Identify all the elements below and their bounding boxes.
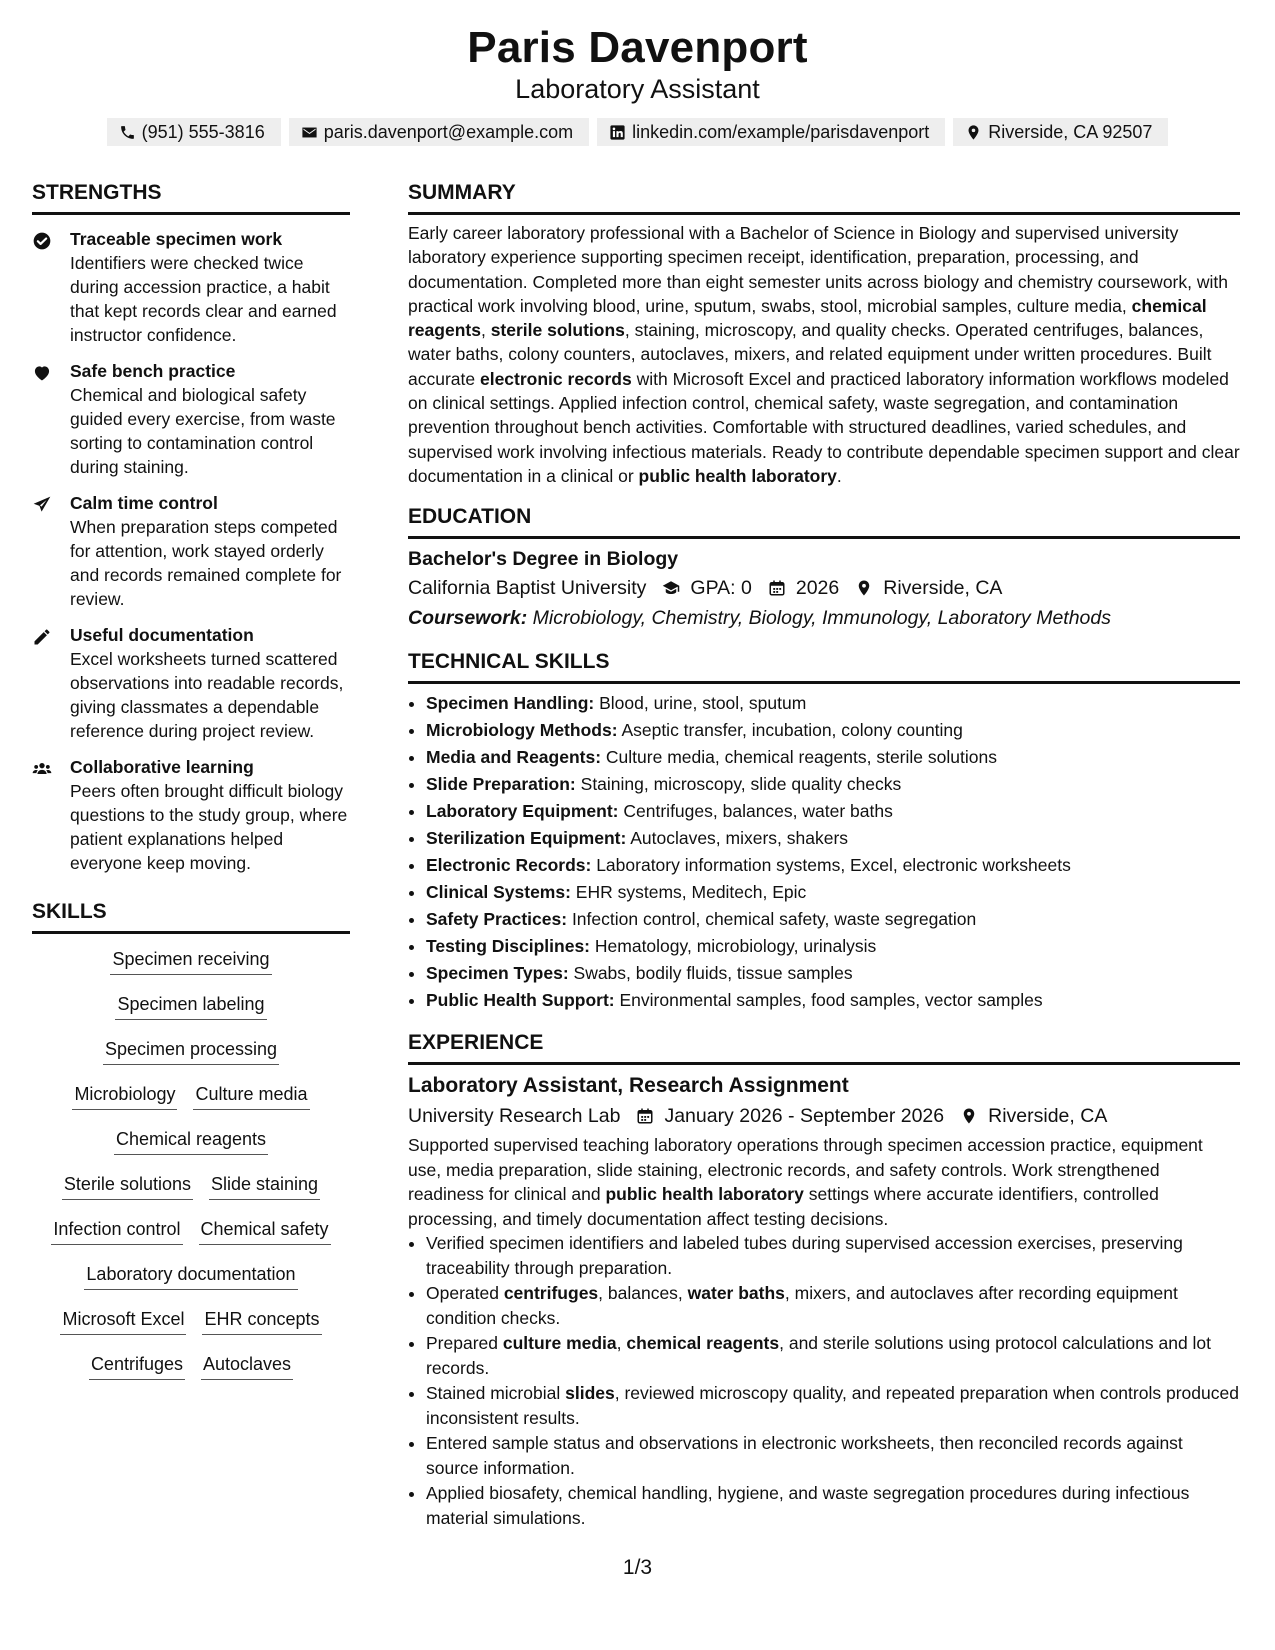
resume-header [0,0,1275,146]
list-item: • Slide Preparation: Staining, microscopy, slide quality checks [426,771,1240,798]
strength-desc: Identifiers were checked twice during accession practice, a habit that kept records clear and earned instructor confidence. [70,253,337,345]
list-item: • Microbiology Methods: Aseptic transfer, incubation, colony counting [426,717,1240,744]
pencil-icon [32,627,52,647]
candidate-name: Paris Davenport [467,23,808,72]
paper-plane-icon [32,495,52,515]
phone-text: (951) 555-3816 [141,122,265,142]
skill-tag: Chemical safety [199,1216,331,1245]
job-meta [408,1101,1240,1131]
coursework-line: Coursework: Microbiology, Chemistry, Biology, Immunology, Laboratory Methods [408,607,1111,630]
right-column [408,178,1240,1531]
strength-item [32,755,350,875]
job-description: Supported supervised teaching laboratory operations through specimen accession practice, equipment use, media preparation, slide staining, electronic records, and safety controls. Work strengthened readiness for clinical and public health laboratory settings where accurate identifiers, controlled processing, and timely documentation affect testing decisions. [408,1135,1203,1229]
check-circle-icon [32,231,52,251]
phone-icon [119,124,136,141]
job-location: Riverside, CA [988,1105,1108,1128]
gpa-text: GPA: 0 [690,577,752,600]
strength-item [32,491,350,611]
list-item: • Applied biosafety, chemical handling, hygiene, and waste segregation procedures during infectious material simulations. [426,1481,1240,1530]
email-text: paris.davenport@example.com [323,122,574,142]
strength-desc: When preparation steps competed for attention, work stayed orderly and records remained complete for review. [70,517,342,609]
list-item: • Operated centrifuges, balances, water baths, mixers, and autoclaves after recording equipment condition checks. [426,1281,1240,1330]
education-heading: EDUCATION [408,502,1240,539]
page-number: 1/3 [622,1556,653,1579]
education-meta [408,573,1240,603]
education-location: Riverside, CA [883,577,1003,600]
heart-icon [32,363,52,383]
strength-item [32,227,350,347]
strength-title: Traceable specimen work [70,229,283,249]
skill-tag: Slide staining [209,1171,320,1200]
email-chip[interactable] [289,118,589,146]
skills-list [32,946,350,1396]
skill-tag: Autoclaves [201,1351,293,1380]
phone-chip[interactable] [107,118,281,146]
list-item: • Electronic Records: Laboratory information systems, Excel, electronic worksheets [426,852,1240,879]
skill-tag: Centrifuges [89,1351,185,1380]
list-item: • Clinical Systems: EHR systems, Meditech, Epic [426,879,1240,906]
employer-name: University Research Lab [408,1105,621,1128]
job-title: Laboratory Assistant, Research Assignment [408,1074,849,1098]
linkedin-icon [609,124,626,141]
strength-title: Calm time control [70,493,218,513]
list-item: • Media and Reagents: Culture media, chemical reagents, sterile solutions [426,744,1240,771]
strength-item [32,359,350,479]
list-item: • Testing Disciplines: Hematology, microbiology, urinalysis [426,933,1240,960]
users-icon [32,759,52,779]
experience-heading: EXPERIENCE [408,1028,1240,1065]
calendar-icon [768,579,786,597]
list-item: • Entered sample status and observations in electronic worksheets, then reconciled records against source information. [426,1431,1240,1480]
summary-heading: SUMMARY [408,178,1240,215]
list-item: • Public Health Support: Environmental samples, food samples, vector samples [426,987,1240,1014]
skill-tag: EHR concepts [202,1306,321,1335]
strength-desc: Chemical and biological safety guided every exercise, from waste sorting to contamination control during staining. [70,385,336,477]
strength-title: Safe bench practice [70,361,236,381]
left-column [32,178,350,1396]
candidate-role: Laboratory Assistant [515,74,760,104]
skill-tag: Sterile solutions [62,1171,193,1200]
skill-tag: Specimen receiving [110,946,271,975]
school-name: California Baptist University [408,577,647,600]
skill-tag: Culture media [193,1081,309,1110]
strength-item [32,623,350,743]
degree-title: Bachelor's Degree in Biology [408,548,679,571]
location-chip [953,118,1168,146]
list-item: • Prepared culture media, chemical reagents, and sterile solutions using protocol calculations and lot records. [426,1331,1240,1380]
linkedin-chip[interactable] [597,118,945,146]
skill-tag: Chemical reagents [114,1126,268,1155]
map-pin-icon [855,579,873,597]
skill-tag: Laboratory documentation [84,1261,297,1290]
skills-heading: SKILLS [32,897,350,934]
calendar-icon [636,1107,654,1125]
envelope-icon [301,124,318,141]
strengths-heading: STRENGTHS [32,178,350,215]
job-dates: January 2026 - September 2026 [664,1105,945,1128]
linkedin-text: linkedin.com/example/parisdavenport [632,122,930,142]
experience-bullets [408,1231,1240,1530]
list-item: • Stained microbial slides, reviewed microscopy quality, and repeated preparation when controls produced inconsistent results. [426,1381,1240,1430]
summary-text: Early career laboratory professional with a Bachelor of Science in Biology and supervised university laboratory experience supporting specimen receipt, identification, preparation, processing, and documentation. Completed more than eight semester units across biology and chemistry coursework, with practical work involving blood, urine, sputum, swabs, stool, microbial samples, culture media, chemical reagents, sterile solutions, staining, microscopy, and quality checks. Operated centrifuges, balances, water baths, colony counters, autoclaves, mixers, and related equipment under written procedures. Built accurate electronic records with Microsoft Excel and practiced laboratory information workflows modeled on clinical settings. Applied infection control, chemical safety, waste segregation, and contamination prevention throughout bench activities. Comfortable with structured deadlines, varied schedules, and supervised work involving infectious materials. Ready to contribute dependable specimen support and clear documentation in a clinical or public health laboratory. [408,223,1240,486]
list-item: • Laboratory Equipment: Centrifuges, balances, water baths [426,798,1240,825]
list-item: • Sterilization Equipment: Autoclaves, mixers, shakers [426,825,1240,852]
skill-tag: Specimen processing [103,1036,279,1065]
strength-title: Useful documentation [70,625,254,645]
strength-desc: Excel worksheets turned scattered observations into readable records, giving classmates a dependable reference during project review. [70,649,344,741]
strength-title: Collaborative learning [70,757,254,777]
graduation-cap-icon [662,579,680,597]
list-item: • Safety Practices: Infection control, chemical safety, waste segregation [426,906,1240,933]
strength-desc: Peers often brought difficult biology questions to the study group, where patient explanations helped everyone keep moving. [70,781,348,873]
skill-tag: Microbiology [72,1081,177,1110]
technical-skills-list [408,690,1240,1014]
skill-tag: Infection control [51,1216,182,1245]
map-pin-icon [960,1107,978,1125]
list-item: • Specimen Types: Swabs, bodily fluids, tissue samples [426,960,1240,987]
location-text: Riverside, CA 92507 [988,122,1153,142]
technical-skills-heading: TECHNICAL SKILLS [408,647,1240,684]
list-item: • Verified specimen identifiers and labeled tubes during supervised accession exercises, preserving traceability through preparation. [426,1231,1240,1280]
map-pin-icon [965,124,982,141]
skill-tag: Specimen labeling [115,991,266,1020]
graduation-year: 2026 [795,577,840,600]
skill-tag: Microsoft Excel [60,1306,186,1335]
contact-bar [0,118,1275,146]
list-item: • Specimen Handling: Blood, urine, stool, sputum [426,690,1240,717]
